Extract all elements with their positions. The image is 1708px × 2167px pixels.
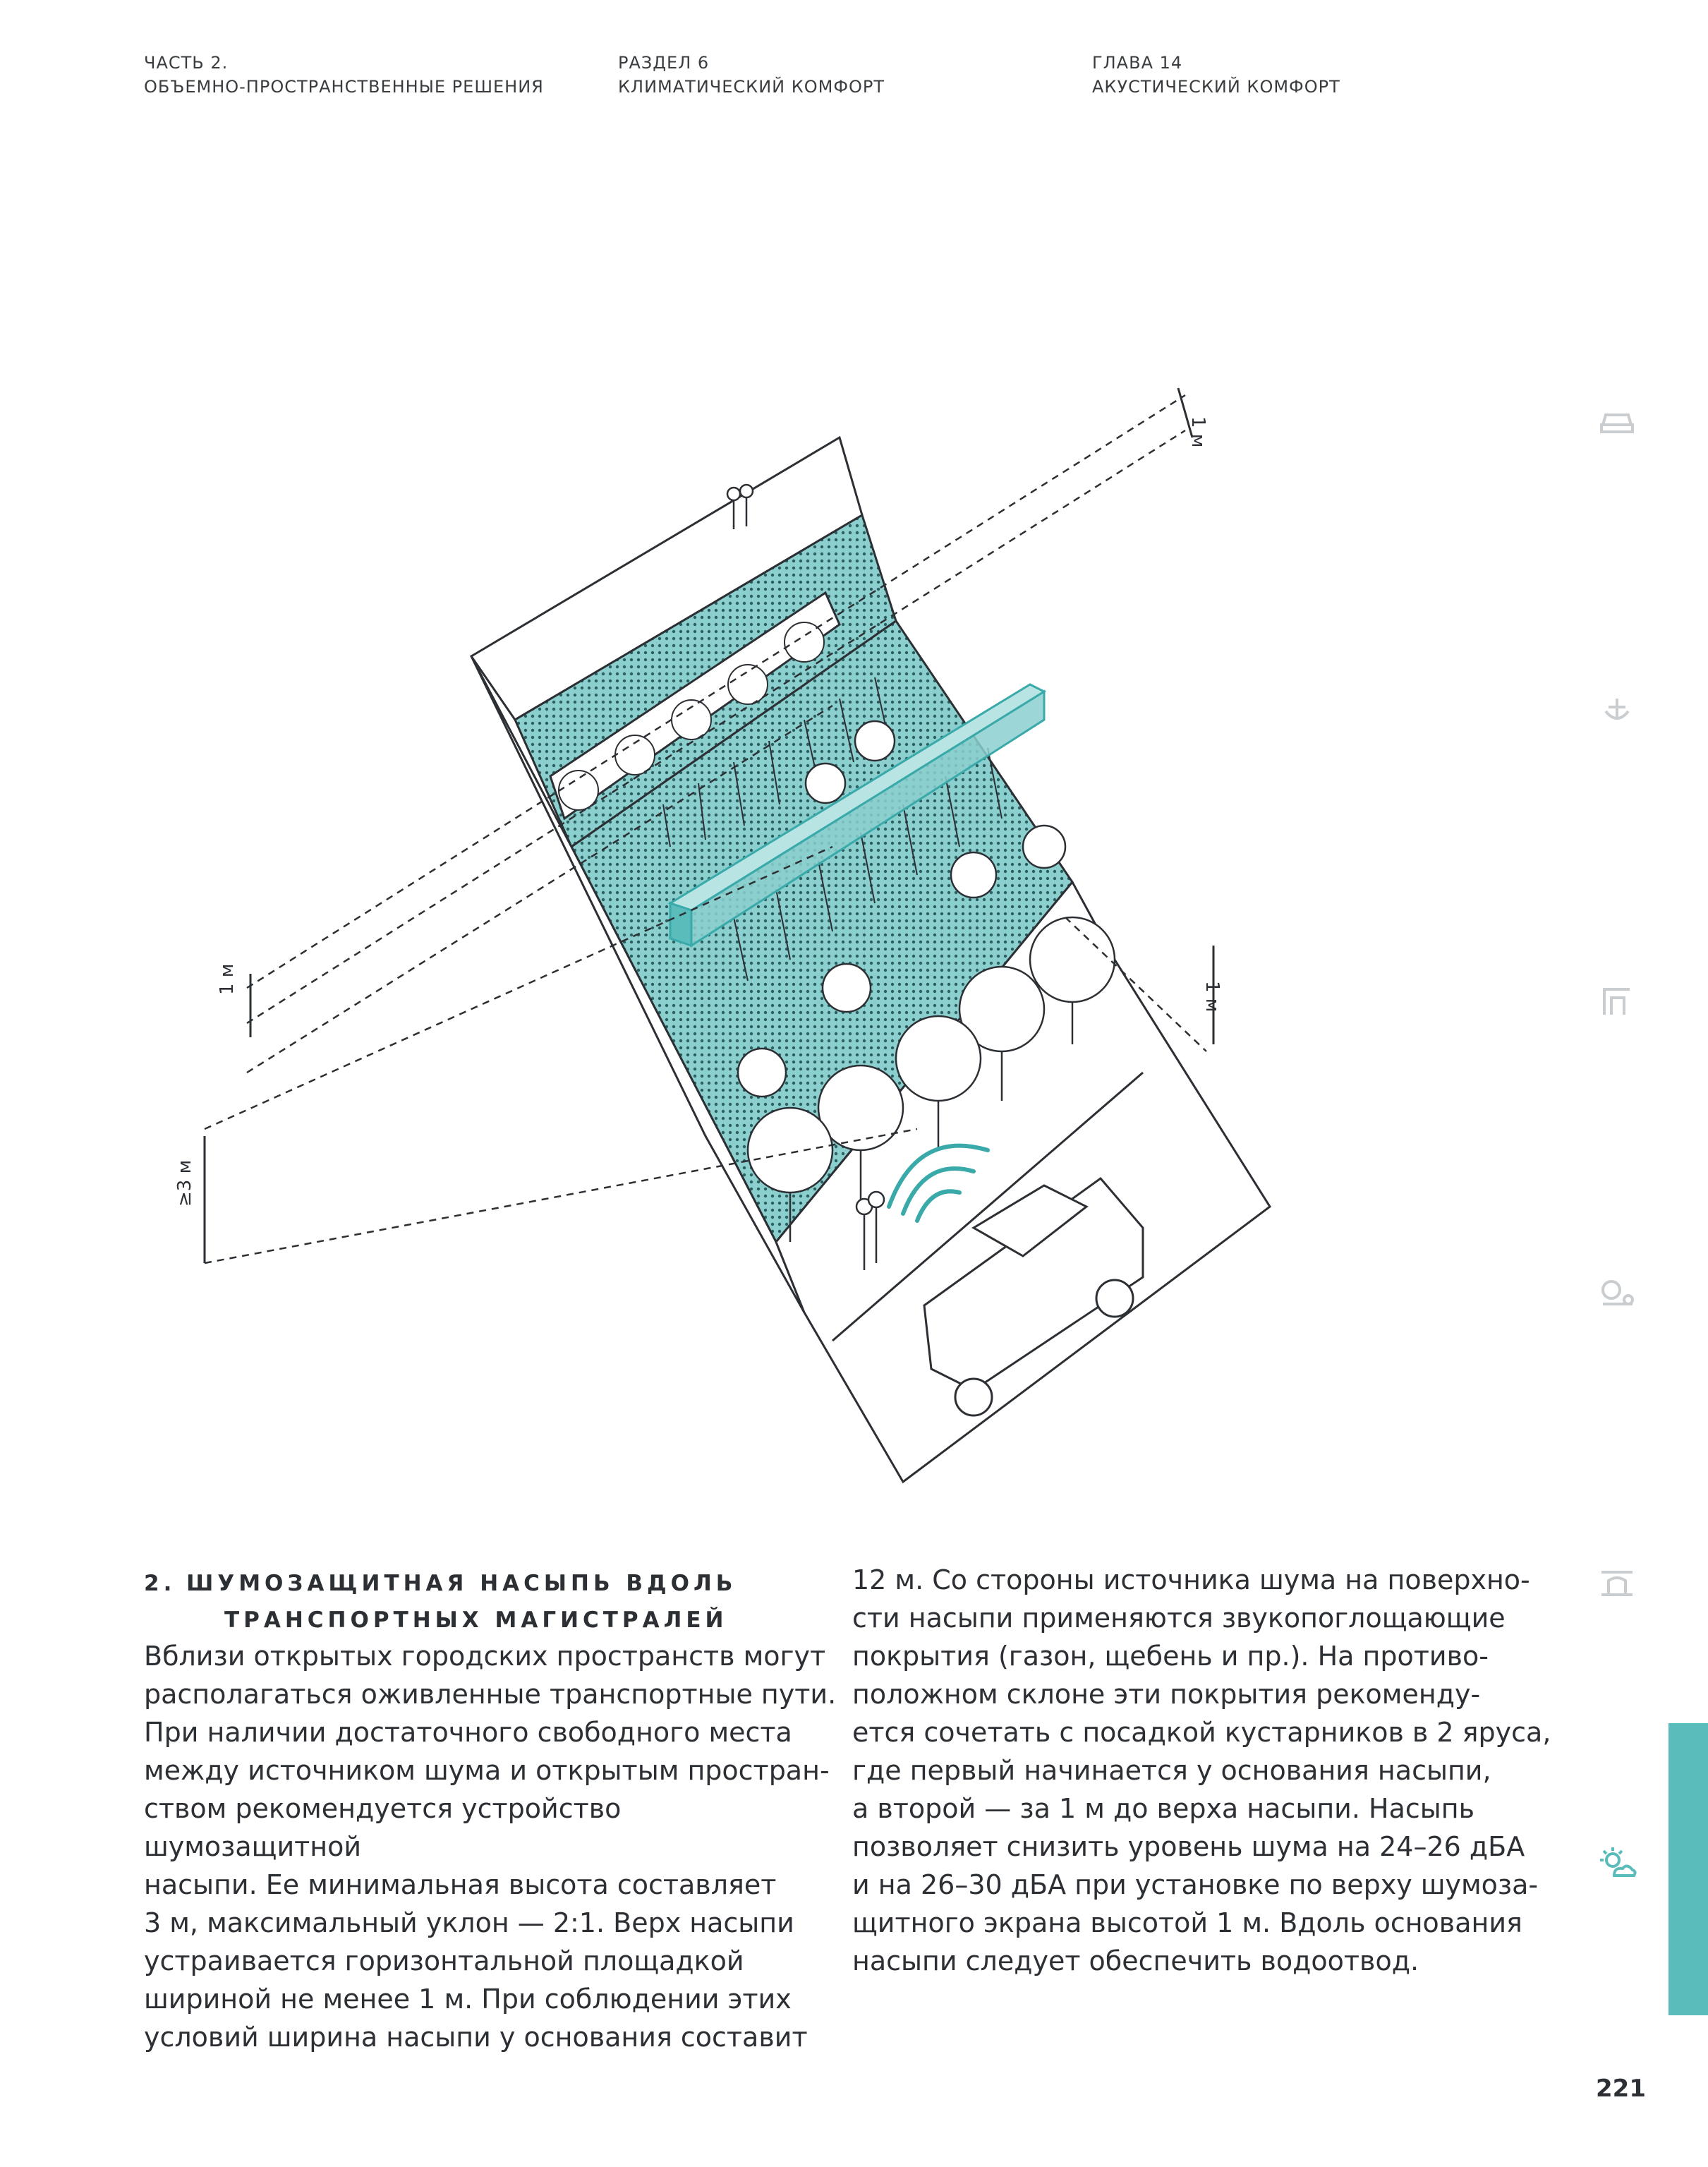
header-section: РАЗДЕЛ 6 КЛИМАТИЧЕСКИЙ КОМФОРТ xyxy=(618,53,885,97)
dim-label-height: ≥3 м xyxy=(174,1159,195,1207)
dim-label-left: 1 м xyxy=(217,963,238,995)
header-chapter: ГЛАВА 14 АКУСТИЧЕСКИЙ КОМФОРТ xyxy=(1092,53,1340,97)
body-column-2: 12 м. Со стороны источника шума на поверхно- сти насыпи применяются звукопоглощающие покрытия (газон, щебень и пр.). На противо- положном склоне эти покрытия рекоменду- ется сочетать с посадкой кустарников в 2 яруса, где первый начинается у основания насыпи, а второй — за 1 м до верха насыпи. Насыпь позволяет снизить уровень шума на 24–26 дБА и на 26–30 дБА при установке по верху шумоза- щитного экрана высотой 1 м. Вдоль основания насыпи следует обеспечить водоотвод. xyxy=(852,1564,1551,1976)
building-icon xyxy=(1596,981,1638,1023)
section-heading: 2. ШУМОЗАЩИТНАЯ НАСЫПЬ ВДОЛЬ ТРАНСПОРТНЫХ МАГИСТРАЛЕЙ xyxy=(144,1571,737,1633)
fountain-icon xyxy=(1596,690,1638,732)
tree-bench-icon xyxy=(1596,1272,1638,1314)
body-column-1: Вблизи открытых городских пространств могут располагаться оживленные транспортные пути. При наличии достаточного свободного места между источником шума и открытым простран- ством рекомендуется устройство шумозащитной насыпи. Ее минимальная высота составляет 3 м, максимальный уклон — 2:1. Верх насыпи устраивается горизонтальной площадкой шириной не менее 1 м. При соблюдении этих условий ширина насыпи у основания составит xyxy=(144,1641,837,2053)
header-part: ЧАСТЬ 2. ОБЪЕМНО-ПРОСТРАНСТВЕННЫЕ РЕШЕНИЯ xyxy=(144,53,544,97)
active-section-tab[interactable] xyxy=(1668,1723,1708,2015)
tunnel-icon xyxy=(1596,1562,1638,1605)
sun-cloud-icon xyxy=(1596,1843,1638,1885)
car-icon xyxy=(1596,399,1638,442)
page-number: 221 xyxy=(1596,2075,1646,2103)
dim-label-top: 1 м xyxy=(1187,416,1209,448)
noise-embankment-diagram xyxy=(174,416,1256,1496)
dim-label-right: 1 м xyxy=(1201,981,1223,1013)
